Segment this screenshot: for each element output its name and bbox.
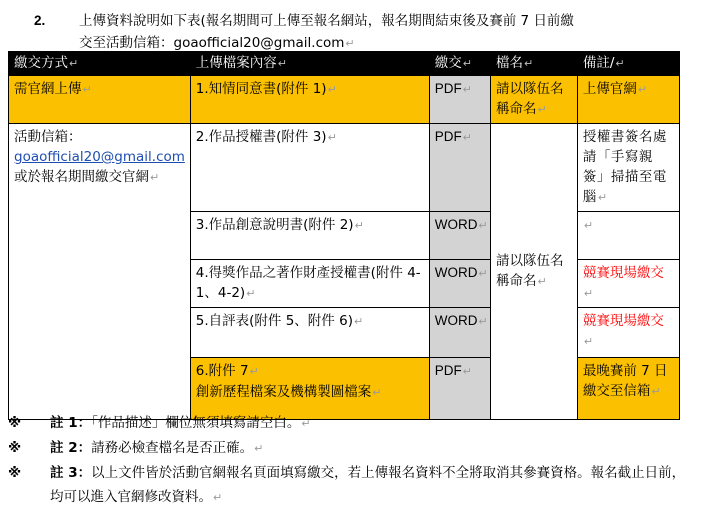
group-filename-cell: 請以隊伍名稱命名↵ <box>491 124 578 420</box>
table-row <box>9 76 680 124</box>
upload-requirements-table <box>8 51 680 420</box>
row4-content: 4.得獎作品之著作財產授權書(附件 4-1、4-2)↵ <box>190 260 429 308</box>
header-note: 備註/↵ <box>577 52 679 76</box>
row2-note: 授權書簽名處請「手寫親簽」掃描至電腦↵ <box>577 124 679 212</box>
row5-content: 5.自評表(附件 5、附件 6)↵ <box>190 308 429 358</box>
method-label: 活動信箱： <box>14 129 82 145</box>
note-3: ※ 註 3：以上文件皆於活動官網報名頁面填寫繳交，若上傳報名資料不全將取消其參賽資格。報名截止日前，均可以進入官網修改資料。↵ <box>8 461 698 510</box>
note-2: ※ 註 2：請務必檢查檔名是否正確。↵ <box>8 436 698 461</box>
method-note: 或於報名期間繳交官網 <box>14 169 149 185</box>
row3-note: ↵ <box>577 212 679 260</box>
row1-content: 1.知情同意書(附件 1)↵ <box>190 76 429 124</box>
header-format: 繳交↵ <box>429 52 490 76</box>
header-content: 上傳檔案內容↵ <box>190 52 429 76</box>
paragraph-mark-icon: ↵ <box>345 37 355 50</box>
row1-note: 上傳官網↵ <box>577 76 679 124</box>
row1-filename: 請以隊伍名稱命名↵ <box>491 76 578 124</box>
table-header-row <box>9 52 680 76</box>
notes-section <box>8 411 698 510</box>
reference-mark-icon: ※ <box>8 465 22 481</box>
row6-format: PDF↵ <box>429 358 490 420</box>
header-filename: 檔名↵ <box>491 52 578 76</box>
reference-mark-icon: ※ <box>8 415 22 431</box>
row4-format: WORD↵ <box>429 260 490 308</box>
group-method-cell: 活動信箱： goaofficial20@gmail.com 或於報名期間繳交官網↵ <box>9 124 191 420</box>
row3-content: 3.作品創意說明書(附件 2)↵ <box>190 212 429 260</box>
table-row <box>9 124 680 212</box>
row3-format: WORD↵ <box>429 212 490 260</box>
row5-format: WORD↵ <box>429 308 490 358</box>
row1-method: 需官網上傳↵ <box>9 76 191 124</box>
item-number: 2. <box>34 13 46 28</box>
row6-content: 6.附件 7↵ 創新歷程檔案及機構製圖檔案↵ <box>190 358 429 420</box>
intro-line-1: 上傳資料說明如下表(報名期間可上傳至報名網站，報名期間結束後及賽前 7 日前繳 <box>79 13 574 29</box>
row4-note: 競賽現場繳交↵ <box>577 260 679 308</box>
intro-line-2-text: 交至活動信箱：goaofficial20@gmail.com <box>79 35 345 51</box>
row2-content: 2.作品授權書(附件 3)↵ <box>190 124 429 212</box>
email-link[interactable]: goaofficial20@gmail.com <box>14 149 185 165</box>
row5-note: 競賽現場繳交↵ <box>577 308 679 358</box>
row1-format: PDF↵ <box>429 76 490 124</box>
note-1: ※ 註 1：「作品描述」欄位無須填寫請空白。↵ <box>8 411 698 436</box>
reference-mark-icon: ※ <box>8 440 22 456</box>
row6-note: 最晚賽前 7 日繳交至信箱↵ <box>577 358 679 420</box>
row2-format: PDF↵ <box>429 124 490 212</box>
header-method: 繳交方式↵ <box>9 52 191 76</box>
